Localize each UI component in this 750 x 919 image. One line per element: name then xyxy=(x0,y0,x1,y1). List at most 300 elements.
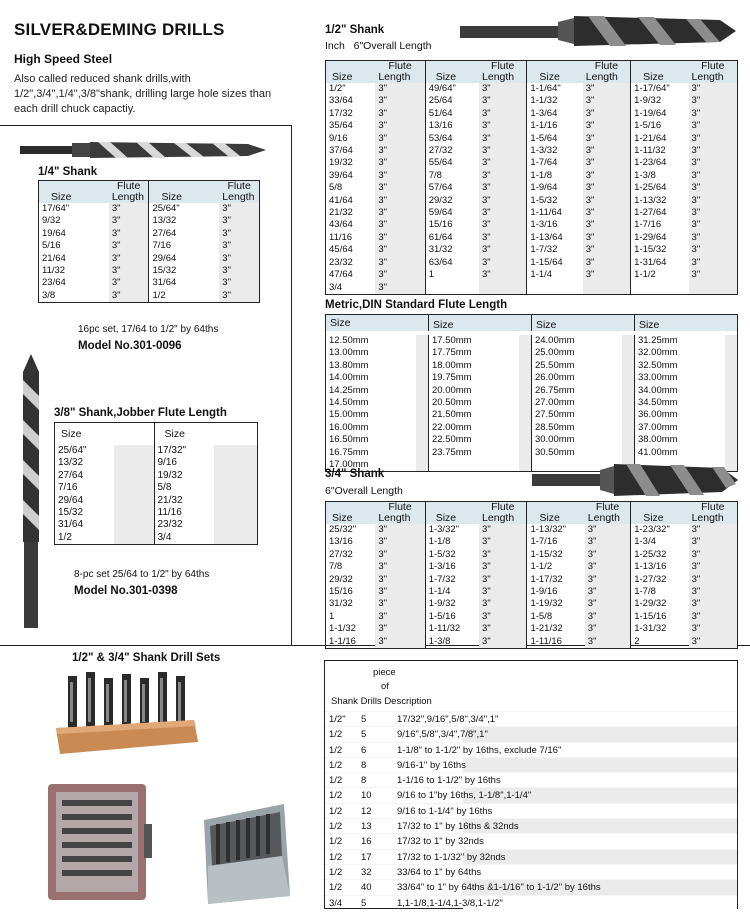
table-cell: 19.75mm xyxy=(428,372,518,384)
table-cell: 3" xyxy=(479,636,527,649)
table-cell: 61/64 xyxy=(425,232,479,244)
table-spacer xyxy=(416,335,429,347)
table-cell: 3" xyxy=(219,253,259,265)
table-row xyxy=(326,598,738,610)
table-cell: 3" xyxy=(479,524,527,536)
table-cell: 1-7/16 xyxy=(527,536,585,548)
table-cell: 3" xyxy=(689,120,738,132)
table-cell: 1-11/16 xyxy=(527,636,585,649)
table-row xyxy=(326,611,738,623)
table-cell: 3" xyxy=(583,120,631,132)
table-cell: 1-5/8 xyxy=(527,611,585,623)
table-row xyxy=(326,120,738,132)
table-cell xyxy=(479,282,527,295)
table-cell: 3" xyxy=(479,207,527,219)
index-box-set-image xyxy=(198,800,294,908)
table-cell: 3" xyxy=(585,623,631,635)
table-row xyxy=(325,742,737,757)
table-cell: 1-5/32 xyxy=(527,195,583,207)
table-cell: 3" xyxy=(479,244,527,256)
table-cell: 25/64 xyxy=(425,95,479,107)
jobber-set-note: 8-pc set 25/64 to 1/2" by 64ths xyxy=(74,569,210,580)
table-cell: 1-3/32" xyxy=(425,524,479,536)
three-quarter-drill-image xyxy=(530,460,740,500)
table-cell: 21/32 xyxy=(329,207,353,219)
col-head: Size xyxy=(428,315,531,332)
table-cell: 1-23/32" xyxy=(631,524,689,536)
table-cell: 3" xyxy=(479,549,527,561)
table-row xyxy=(39,290,260,303)
table-cell: 3" xyxy=(689,232,738,244)
table-row xyxy=(39,215,260,227)
table-spacer xyxy=(622,385,635,397)
jobber-title: 3/8" Shank,Jobber Flute Length xyxy=(54,407,227,419)
table-cell: 1-1/32 xyxy=(329,623,356,635)
table-cell: 3" xyxy=(375,120,425,132)
table-cell: 3/4 xyxy=(154,532,214,545)
table-cell: 9/16 to 1-1/4" by 16ths xyxy=(397,805,493,817)
table-cell: 3" xyxy=(109,290,149,303)
table-cell: 38.00mm xyxy=(634,434,724,446)
table-cell: 3" xyxy=(375,83,425,95)
table-cell: 3" xyxy=(479,83,527,95)
table-cell: 41.00mm xyxy=(634,447,724,459)
table-cell: 3" xyxy=(219,265,259,277)
table-cell: 9/16 xyxy=(329,132,348,144)
table-spacer xyxy=(725,409,738,421)
table-cell: 1-9/16 xyxy=(527,586,585,598)
table-cell: 26.75mm xyxy=(531,385,621,397)
metric-title: Metric,DIN Standard Flute Length xyxy=(325,299,508,311)
table-cell: 27.50mm xyxy=(531,409,621,421)
table-cell: 1/2 xyxy=(329,866,343,878)
table-cell: 5/8 xyxy=(154,482,214,494)
table-row xyxy=(326,195,738,207)
table-cell: 1/2 xyxy=(329,805,343,817)
table-row xyxy=(55,532,258,545)
table-cell: 3" xyxy=(479,145,527,157)
table-cell: 1/2 xyxy=(329,759,343,771)
table-cell: 3" xyxy=(689,195,738,207)
table-row xyxy=(326,170,738,182)
table-cell: 16.50mm xyxy=(329,434,369,446)
table-spacer xyxy=(725,447,738,459)
table-cell: 3" xyxy=(479,598,527,610)
table-spacer xyxy=(622,347,635,359)
table-cell: 3" xyxy=(689,157,738,169)
table-row xyxy=(326,257,738,269)
table-cell: 11/16 xyxy=(329,231,353,243)
half-shank-title: 1/2" Shank xyxy=(325,24,385,36)
table-cell: 17.50mm xyxy=(428,335,518,347)
table-cell: 1-13/32" xyxy=(527,524,585,536)
table-cell: 29/64 xyxy=(58,494,84,506)
table-spacer xyxy=(725,385,738,397)
table-cell: 59/64 xyxy=(425,207,479,219)
table-cell: 3" xyxy=(689,524,738,536)
table-spacer xyxy=(519,335,532,347)
intro-text: Also called reduced shank drills,with 1/2",3/4",1/4",3/8"shank, drilling large hole sizes than each drill chuck capactiy. xyxy=(14,73,272,115)
table-cell: 3" xyxy=(479,536,527,548)
table-cell: 25.50mm xyxy=(531,360,621,372)
table-cell: 17/64" xyxy=(42,203,70,214)
table-cell: 29/32 xyxy=(329,573,353,585)
table-spacer xyxy=(622,447,635,459)
col-head: Flute xyxy=(479,502,527,514)
table-cell: 1-3/32 xyxy=(527,145,583,157)
divider xyxy=(0,125,292,126)
table-cell: 3" xyxy=(375,269,425,281)
table-spacer xyxy=(519,397,532,409)
table-cell: 15/32 xyxy=(58,507,84,519)
table-cell: 1-1/16 to 1-1/2" by 16ths xyxy=(397,775,501,787)
col-head: Size xyxy=(531,315,634,332)
table-spacer xyxy=(519,347,532,359)
col-head: piece xyxy=(373,667,396,678)
table-row xyxy=(326,524,738,536)
table-cell: 8 xyxy=(361,775,367,787)
table-cell: 14.25mm xyxy=(329,384,369,396)
table-cell: 1/2 xyxy=(329,836,343,848)
table-cell: 11/16 xyxy=(154,507,214,519)
table-cell: 1-17/32 xyxy=(527,574,585,586)
table-cell: 3" xyxy=(585,549,631,561)
table-spacer xyxy=(214,532,258,545)
table-spacer xyxy=(416,397,429,409)
table-cell: 27/32 xyxy=(425,145,479,157)
table-row xyxy=(326,434,738,446)
table-spacer xyxy=(519,434,532,446)
table-cell: 1-9/32 xyxy=(425,598,479,610)
table-cell: 1-1/4 xyxy=(425,586,479,598)
table-cell: 3" xyxy=(689,95,738,107)
table-cell: 3" xyxy=(219,290,259,303)
table-cell: 1/2" xyxy=(329,714,346,725)
table-cell: 3" xyxy=(689,182,738,194)
table-cell: 3" xyxy=(689,269,738,281)
table-cell: 12.50mm xyxy=(329,335,369,346)
table-cell: 3" xyxy=(689,549,738,561)
table-cell: 3" xyxy=(109,215,149,227)
col-head: Size xyxy=(154,423,214,446)
table-cell: 3" xyxy=(583,232,631,244)
table-cell: 3" xyxy=(689,561,738,573)
table-row xyxy=(325,711,737,726)
table-cell: 17.00mm xyxy=(329,459,369,471)
table-row xyxy=(326,360,738,372)
table-row xyxy=(326,282,738,295)
col-head: Size xyxy=(326,513,376,524)
col-head: Length xyxy=(689,72,738,83)
table-spacer xyxy=(114,470,154,482)
table-cell: 1-27/32 xyxy=(631,574,689,586)
table-row xyxy=(39,228,260,240)
table-cell: 3" xyxy=(689,170,738,182)
table-cell: 13 xyxy=(361,821,372,833)
table-cell: 20.00mm xyxy=(428,385,518,397)
table-cell: 3" xyxy=(583,133,631,145)
col-head: Size xyxy=(425,72,479,83)
table-cell: 3" xyxy=(109,277,149,289)
table-cell: 1-1/8" to 1-1/2" by 16ths, exclude 7/16" xyxy=(397,744,562,756)
table-cell: 3" xyxy=(479,574,527,586)
table-spacer xyxy=(416,422,429,434)
table-cell: 1-7/64 xyxy=(527,157,583,169)
table-cell: 57/64 xyxy=(425,182,479,194)
table-cell: 5 xyxy=(361,729,367,741)
table-cell: 3" xyxy=(583,182,631,194)
table-cell: 37.00mm xyxy=(634,422,724,434)
table-cell: 3" xyxy=(585,598,631,610)
table-cell: 3" xyxy=(479,611,527,623)
table-cell: 3" xyxy=(583,170,631,182)
table-spacer xyxy=(622,409,635,421)
table-row xyxy=(325,803,737,818)
table-cell: 3/4 xyxy=(329,897,343,909)
table-cell: 3" xyxy=(109,253,149,265)
col-head: of xyxy=(381,681,389,692)
table-row xyxy=(325,864,737,879)
table-cell: 31/64 xyxy=(58,519,84,531)
table-cell: 34.50mm xyxy=(634,397,724,409)
table-spacer xyxy=(416,459,429,472)
table-row xyxy=(326,244,738,256)
table-cell: 1-23/64 xyxy=(631,157,689,169)
quarter-set-note: 16pc set, 17/64 to 1/2" by 64ths xyxy=(78,324,219,335)
table-cell: 1-31/64 xyxy=(631,257,689,269)
col-head: Length xyxy=(479,513,527,524)
table-spacer xyxy=(519,447,532,459)
table-cell: 22.00mm xyxy=(428,422,518,434)
table-cell: 5 xyxy=(361,897,367,909)
table-cell: 3/8 xyxy=(42,289,56,301)
table-cell: 1/2 xyxy=(329,744,343,756)
table-cell: 32.50mm xyxy=(634,360,724,372)
table-cell: 11/32 xyxy=(42,265,66,277)
half-shank-table xyxy=(325,60,738,295)
table-cell: 24.00mm xyxy=(531,335,621,347)
table-cell: 1-31/32 xyxy=(631,623,689,635)
table-cell: 2 xyxy=(631,636,689,649)
table-cell: 21.50mm xyxy=(428,409,518,421)
table-cell: 3" xyxy=(585,574,631,586)
table-cell: 7/16 xyxy=(58,482,78,494)
table-cell: 3" xyxy=(219,215,259,227)
table-cell xyxy=(428,459,518,472)
table-spacer xyxy=(725,347,738,359)
metal-case-set-image xyxy=(44,780,154,904)
table-cell: 63/64 xyxy=(425,257,479,269)
table-row xyxy=(55,457,258,469)
col-head: Size xyxy=(634,315,737,332)
col-head: Length xyxy=(583,72,631,83)
table-spacer xyxy=(416,360,429,372)
table-cell: 3" xyxy=(479,95,527,107)
col-head: Length xyxy=(585,513,631,524)
table-row xyxy=(326,447,738,459)
table-cell: 5/8 xyxy=(329,182,343,194)
three-quarter-title: 3/4" Shank xyxy=(325,468,385,480)
table-cell: 1/2 xyxy=(329,882,343,894)
table-cell: 9/16",5/8",3/4",7/8",1" xyxy=(397,729,488,741)
table-cell: 32 xyxy=(361,866,372,878)
table-row xyxy=(326,335,738,347)
table-cell: 3" xyxy=(375,623,425,635)
table-row xyxy=(39,277,260,289)
table-cell: 1/2 xyxy=(329,790,343,802)
table-spacer xyxy=(214,495,258,507)
table-cell: 16.00mm xyxy=(329,421,369,433)
table-row xyxy=(325,833,737,848)
table-row xyxy=(325,772,737,787)
table-cell: 1/2 xyxy=(58,531,72,543)
table-cell: 3" xyxy=(585,536,631,548)
table-cell: 3" xyxy=(479,133,527,145)
table-cell: 5/16 xyxy=(42,240,61,252)
table-row xyxy=(39,253,260,265)
table-cell: 1-17/64" xyxy=(631,83,689,95)
table-cell: 1/2 xyxy=(329,821,343,833)
table-cell: 3" xyxy=(375,282,425,295)
table-cell: 17/32 to 1-1/32" by 32nds xyxy=(397,851,506,863)
table-cell: 41/64 xyxy=(329,194,353,206)
table-cell: 3" xyxy=(375,549,425,561)
table-cell: 3" xyxy=(583,207,631,219)
table-cell: 25/64" xyxy=(58,445,87,456)
table-cell: 1-1/32 xyxy=(527,95,583,107)
quarter-model-number: Model No.301-0096 xyxy=(78,340,182,352)
table-cell: 1-15/32 xyxy=(631,244,689,256)
table-spacer xyxy=(114,507,154,519)
table-cell: 3" xyxy=(585,561,631,573)
table-cell: 15.00mm xyxy=(329,409,369,421)
table-cell: 1-1/2 xyxy=(631,269,689,281)
table-cell: 3" xyxy=(219,277,259,289)
table-cell: 27/64 xyxy=(149,228,219,240)
quarter-shank-table xyxy=(38,180,260,303)
table-cell: 30.50mm xyxy=(531,447,621,459)
table-cell: 3" xyxy=(109,228,149,240)
col-head: Shank Drills Description xyxy=(331,696,432,707)
table-cell: 3" xyxy=(583,244,631,256)
table-cell: 1-29/64 xyxy=(631,232,689,244)
table-cell xyxy=(631,282,689,295)
table-cell: 3/4 xyxy=(329,281,343,293)
table-cell: 1-15/64 xyxy=(527,257,583,269)
table-cell: 49/64" xyxy=(425,83,479,95)
table-cell: 19/32 xyxy=(154,470,214,482)
table-cell: 31.25mm xyxy=(634,335,724,347)
table-cell: 14.00mm xyxy=(329,372,369,384)
col-head: Flute xyxy=(585,502,631,514)
table-cell: 22.50mm xyxy=(428,434,518,446)
table-cell: 13/16 xyxy=(329,536,353,548)
table-cell: 30.00mm xyxy=(531,434,621,446)
col-head: Size xyxy=(55,423,115,446)
table-cell: 3" xyxy=(689,623,738,635)
table-spacer xyxy=(725,434,738,446)
table-cell: 1/2 xyxy=(329,729,343,741)
table-cell: 3" xyxy=(375,133,425,145)
table-cell: 13/16 xyxy=(425,120,479,132)
table-cell: 8 xyxy=(361,759,367,771)
table-cell: 37/64 xyxy=(329,145,353,157)
table-cell: 3" xyxy=(585,611,631,623)
table-cell: 3" xyxy=(689,145,738,157)
col-head: Size xyxy=(631,513,689,524)
table-cell: 3" xyxy=(689,586,738,598)
table-row xyxy=(55,507,258,519)
drill-sets-title: 1/2" & 3/4" Shank Drill Sets xyxy=(72,652,221,664)
jobber-table xyxy=(54,422,258,545)
table-row xyxy=(325,726,737,741)
table-cell: 7/16 xyxy=(149,240,219,252)
col-head: Flute xyxy=(689,502,738,514)
table-cell: 1-11/64 xyxy=(527,207,583,219)
table-spacer xyxy=(214,482,258,494)
table-cell: 47/64 xyxy=(329,269,353,281)
table-row xyxy=(326,549,738,561)
table-row xyxy=(39,203,260,215)
table-spacer xyxy=(416,372,429,384)
table-cell: 3" xyxy=(583,269,631,281)
table-cell: 13.80mm xyxy=(329,359,369,371)
table-spacer xyxy=(622,434,635,446)
half-shank-subtitle: Inch 6"Overall Length xyxy=(325,40,432,52)
table-cell: 3" xyxy=(479,623,527,635)
table-row xyxy=(326,623,738,635)
table-cell: 28.50mm xyxy=(531,422,621,434)
table-cell: 1-15/32 xyxy=(527,549,585,561)
table-cell: 3" xyxy=(583,219,631,231)
page-title: SILVER&DEMING DRILLS xyxy=(14,20,225,39)
table-cell: 3" xyxy=(689,219,738,231)
table-cell: 3" xyxy=(689,83,738,95)
col-head: Length xyxy=(479,72,527,83)
col-head: Size xyxy=(326,72,376,83)
quarter-shank-drill-image xyxy=(18,137,268,163)
col-head: Length xyxy=(689,513,738,524)
table-spacer xyxy=(416,347,429,359)
table-row xyxy=(326,574,738,586)
table-cell: 45/64 xyxy=(329,244,353,256)
table-cell: 3" xyxy=(689,244,738,256)
table-spacer xyxy=(622,422,635,434)
table-cell: 1-11/32 xyxy=(425,623,479,635)
table-row xyxy=(39,265,260,277)
table-cell: 3" xyxy=(375,561,425,573)
table-cell: 17/32",9/16",5/8",3/4",1" xyxy=(397,714,499,725)
table-cell: 13/32 xyxy=(58,457,84,469)
table-cell: 3" xyxy=(583,257,631,269)
table-cell: 3" xyxy=(689,108,738,120)
table-cell: 6 xyxy=(361,744,367,756)
table-cell: 18.00mm xyxy=(428,360,518,372)
table-cell: 1-3/8 xyxy=(425,636,479,649)
table-cell: 1,1-1/8,1-1/4,1-3/8,1-1/2" xyxy=(397,897,503,909)
table-cell: 1-1/16 xyxy=(329,635,356,647)
table-cell: 40 xyxy=(361,882,372,894)
table-cell: 13/32 xyxy=(149,215,219,227)
table-cell: 1-3/16 xyxy=(425,561,479,573)
table-row xyxy=(55,445,258,457)
table-spacer xyxy=(416,385,429,397)
table-cell: 1 xyxy=(329,610,335,622)
table-spacer xyxy=(622,335,635,347)
table-cell: 32.00mm xyxy=(634,347,724,359)
col-head: Size xyxy=(527,72,583,83)
table-cell: 3" xyxy=(479,170,527,182)
